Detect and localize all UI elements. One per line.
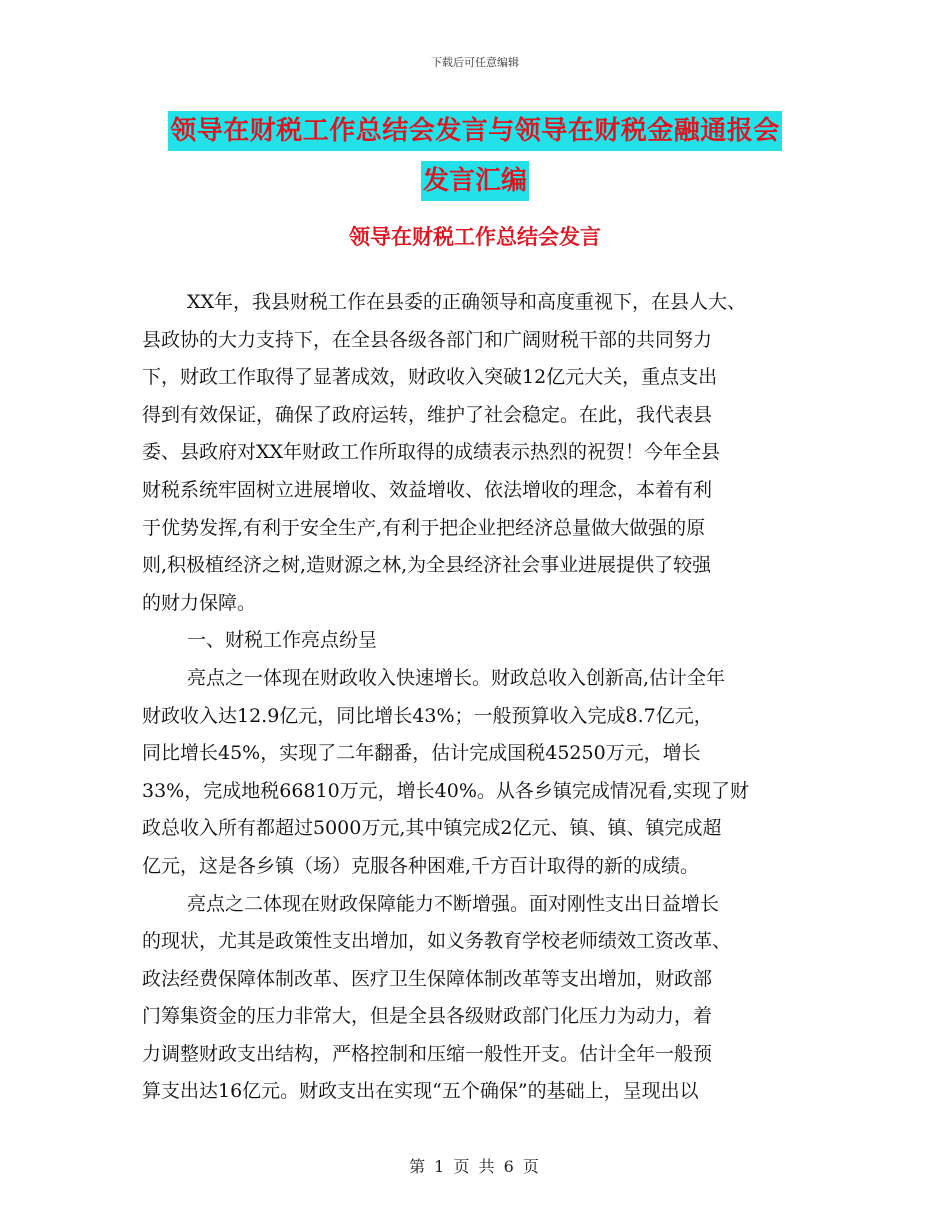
text-line: 同比增长45%，实现了二年翻番，估计完成国税45250万元，增长 bbox=[142, 742, 701, 765]
text-line: 县政协的大力支持下，在全县各级各部门和广阔财税干部的共同努力 bbox=[142, 328, 713, 351]
body-text bbox=[142, 284, 812, 1111]
document-title bbox=[0, 111, 950, 211]
text-line: 政总收入所有都超过5000万元,其中镇完成2亿元、镇、镇、镇完成超 bbox=[142, 817, 722, 840]
text-line: 财税系统牢固树立进展增收、效益增收、依法增收的理念，本着有利 bbox=[142, 478, 713, 501]
page-header-note: 下载后可任意编辑 bbox=[431, 56, 519, 69]
text-line: 算支出达16亿元。财政支出在实现“五个确保”的基础上，呈现出以 bbox=[142, 1080, 699, 1103]
text-line: 政法经费保障体制改革、医疗卫生保障体制改革等支出增加，财政部 bbox=[142, 967, 713, 990]
text-line: 亿元，这是各乡镇（场）克服各种困难,千方百计取得的新的成绩。 bbox=[142, 854, 700, 877]
text-line: 下，财政工作取得了显著成效，财政收入突破12亿元大关，重点支出 bbox=[142, 366, 718, 389]
text-line: 委、县政府对XX年财政工作所取得的成绩表示热烈的祝贺！今年全县 bbox=[142, 441, 721, 464]
text-line: 亮点之二体现在财政保障能力不断增强。面对刚性支出日益增长 bbox=[187, 892, 720, 915]
text-line: 门筹集资金的压力非常大，但是全县各级财政部门化压力为动力，着 bbox=[142, 1005, 713, 1028]
text-line: 33%，完成地税66810万元，增长40%。从各乡镇完成情况看,实现了财 bbox=[142, 779, 749, 802]
title-line-1: 领导在财税工作总结会发言与领导在财税金融通报会 bbox=[168, 111, 782, 151]
text-line: XX年，我县财税工作在县委的正确领导和高度重视下，在县人大、 bbox=[187, 291, 747, 313]
text-line: 力调整财政支出结构，严格控制和压缩一般性开支。估计全年一般预 bbox=[142, 1042, 713, 1065]
text-line: 财政收入达12.9亿元，同比增长43%；一般预算收入完成8.7亿元， bbox=[142, 704, 713, 727]
section-subtitle: 领导在财税工作总结会发言 bbox=[349, 225, 601, 249]
text-line: 得到有效保证，确保了政府运转，维护了社会稳定。在此，我代表县 bbox=[142, 403, 713, 426]
text-line: 于优势发挥,有利于安全生产,有利于把企业把经济总量做大做强的原 bbox=[142, 516, 706, 539]
title-line-2: 发言汇编 bbox=[421, 161, 529, 201]
page-footer-number: 第 1 页 共 6 页 bbox=[409, 1157, 541, 1176]
text-line: 的现状，尤其是政策性支出增加，如义务教育学校老师绩效工资改革、 bbox=[142, 930, 732, 953]
section-heading: 一、财税工作亮点纷呈 bbox=[187, 629, 378, 652]
text-line: 的财力保障。 bbox=[142, 591, 257, 614]
text-line: 则,积极植经济之树,造财源之林,为全县经济社会事业进展提供了较强 bbox=[142, 554, 712, 577]
text-line: 亮点之一体现在财政收入快速增长。财政总收入创新高,估计全年 bbox=[187, 666, 726, 689]
